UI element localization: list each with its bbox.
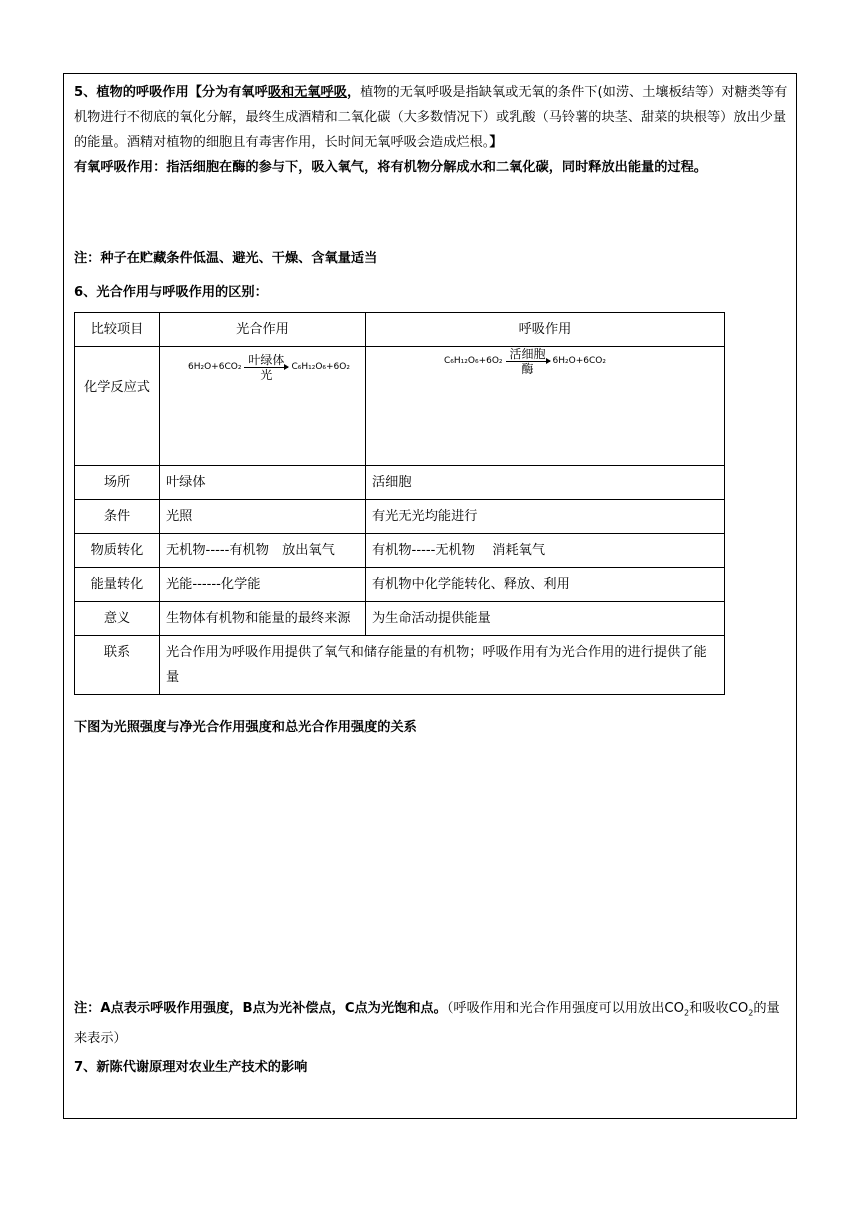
header-photosynthesis: 光合作用 (160, 313, 366, 347)
section6-heading: 6、光合作用与呼吸作用的区别： (74, 285, 268, 300)
table-row-reaction (75, 347, 725, 466)
section5-paragraph (74, 80, 790, 155)
respiration-cell: 有机物中化学能转化、释放、利用 (366, 568, 725, 602)
photosynthesis-cell: 光照 (160, 500, 366, 534)
table-row (75, 568, 725, 602)
arrow-top-label: 叶绿体 (248, 353, 285, 367)
row-label: 场所 (75, 466, 160, 500)
document-body (74, 80, 790, 1080)
aerobic-definition: 有氧呼吸作用：指活细胞在酶的参与下，吸入氧气，将有机物分解成水和二氧化碳，同时释放出能量的过程。 (74, 160, 707, 175)
arrow-line (244, 367, 288, 368)
header-compare-item: 比较项目 (75, 313, 160, 347)
section5-bold-intro: 分为有氧呼 (201, 85, 268, 100)
photosynthesis-cell: 无机物-----有机物 放出氧气 (160, 534, 366, 568)
graph-note-text-3: 的量来表示） (74, 1001, 780, 1046)
respiration-cell: 有光无光均能进行 (366, 500, 725, 534)
eq-products: C₆H₁₂O₆+6O₂ (291, 362, 350, 372)
comparison-table (74, 312, 725, 695)
graph-note-text-2: 和吸收CO (689, 1001, 749, 1016)
graph-note-bold: 注：A点表示呼吸作用强度，B点为光补偿点，C点为光饱和点。 (74, 1001, 447, 1016)
section5-body-text: 植物的无氧呼吸是指缺氧或无氧的条件下(如涝、土壤板结等）对糖类等有机物进行不彻底的氧化分解，最终生成酒精和二氧化碳（大多数情况下）或乳酸（马铃薯的块茎、甜菜的块根等）放出少量的能量。酒精对植物的细胞且有毒害作用，长时间无氧呼吸会造成烂根。 (74, 85, 788, 150)
respiration-equation-cell (366, 347, 725, 466)
row-label: 条件 (75, 500, 160, 534)
eq-reactants: C₆H₁₂O₆+6O₂ (444, 356, 503, 366)
row-label: 能量转化 (75, 568, 160, 602)
row-label-reaction (75, 347, 160, 466)
graph-caption: 下图为光照强度与净光合作用强度和总光合作用强度的关系 (74, 720, 417, 735)
graph-placeholder-space (74, 740, 790, 996)
co2-subscript: 2 (684, 1008, 690, 1018)
comma: ， (346, 85, 361, 100)
photosynthesis-equation-cell (160, 347, 366, 466)
section5-heading: 5、植物的呼吸作用 (74, 85, 189, 100)
graph-note (74, 996, 790, 1051)
photosynthesis-cell: 叶绿体 (160, 466, 366, 500)
arrow-bottom-label: 酶 (521, 362, 534, 376)
seed-storage-note: 注：种子在贮藏条件低温、避光、干燥、含氧量适当 (74, 251, 378, 266)
header-respiration: 呼吸作用 (366, 313, 725, 347)
respiration-cell: 活细胞 (366, 466, 725, 500)
co2-subscript: 2 (748, 1008, 754, 1018)
table-row (75, 534, 725, 568)
reaction-label-text: 化学反应式 (84, 380, 150, 395)
graph-note-text-1: （呼吸作用和光合作用强度可以用放出CO (446, 1001, 684, 1016)
row-label-relation: 联系 (75, 636, 160, 695)
photosynthesis-cell: 生物体有机物和能量的最终来源 (160, 602, 366, 636)
section5-underlined-text: 吸和无氧呼吸 (267, 85, 347, 100)
bracket-close: 】 (489, 135, 503, 150)
relation-cell: 光合作用为呼吸作用提供了氧气和储存能量的有机物；呼吸作用有为光合作用的进行提供了能量 (160, 636, 725, 695)
photosynthesis-cell: 光能------化学能 (160, 568, 366, 602)
arrow-line (506, 361, 550, 362)
arrow-bottom-label: 光 (260, 368, 273, 382)
bracket-open: 【 (188, 85, 202, 100)
table-header-row (75, 313, 725, 347)
row-label: 物质转化 (75, 534, 160, 568)
reaction-arrow (506, 347, 550, 376)
blank-space (74, 180, 790, 238)
respiration-cell: 有机物-----无机物 消耗氧气 (366, 534, 725, 568)
row-label: 意义 (75, 602, 160, 636)
arrow-top-label: 活细胞 (509, 347, 546, 361)
eq-products: 6H₂O+6CO₂ (552, 356, 606, 366)
table-row (75, 466, 725, 500)
section7-heading: 7、新陈代谢原理对农业生产技术的影响 (74, 1059, 308, 1075)
table-row-relation (75, 636, 725, 695)
table-row (75, 500, 725, 534)
respiration-cell: 为生命活动提供能量 (366, 602, 725, 636)
content-frame (63, 73, 797, 1119)
reaction-arrow (244, 353, 288, 382)
table-row (75, 602, 725, 636)
respiration-equation (444, 347, 606, 376)
photosynthesis-equation (188, 353, 350, 382)
eq-reactants: 6H₂O+6CO₂ (188, 362, 242, 372)
